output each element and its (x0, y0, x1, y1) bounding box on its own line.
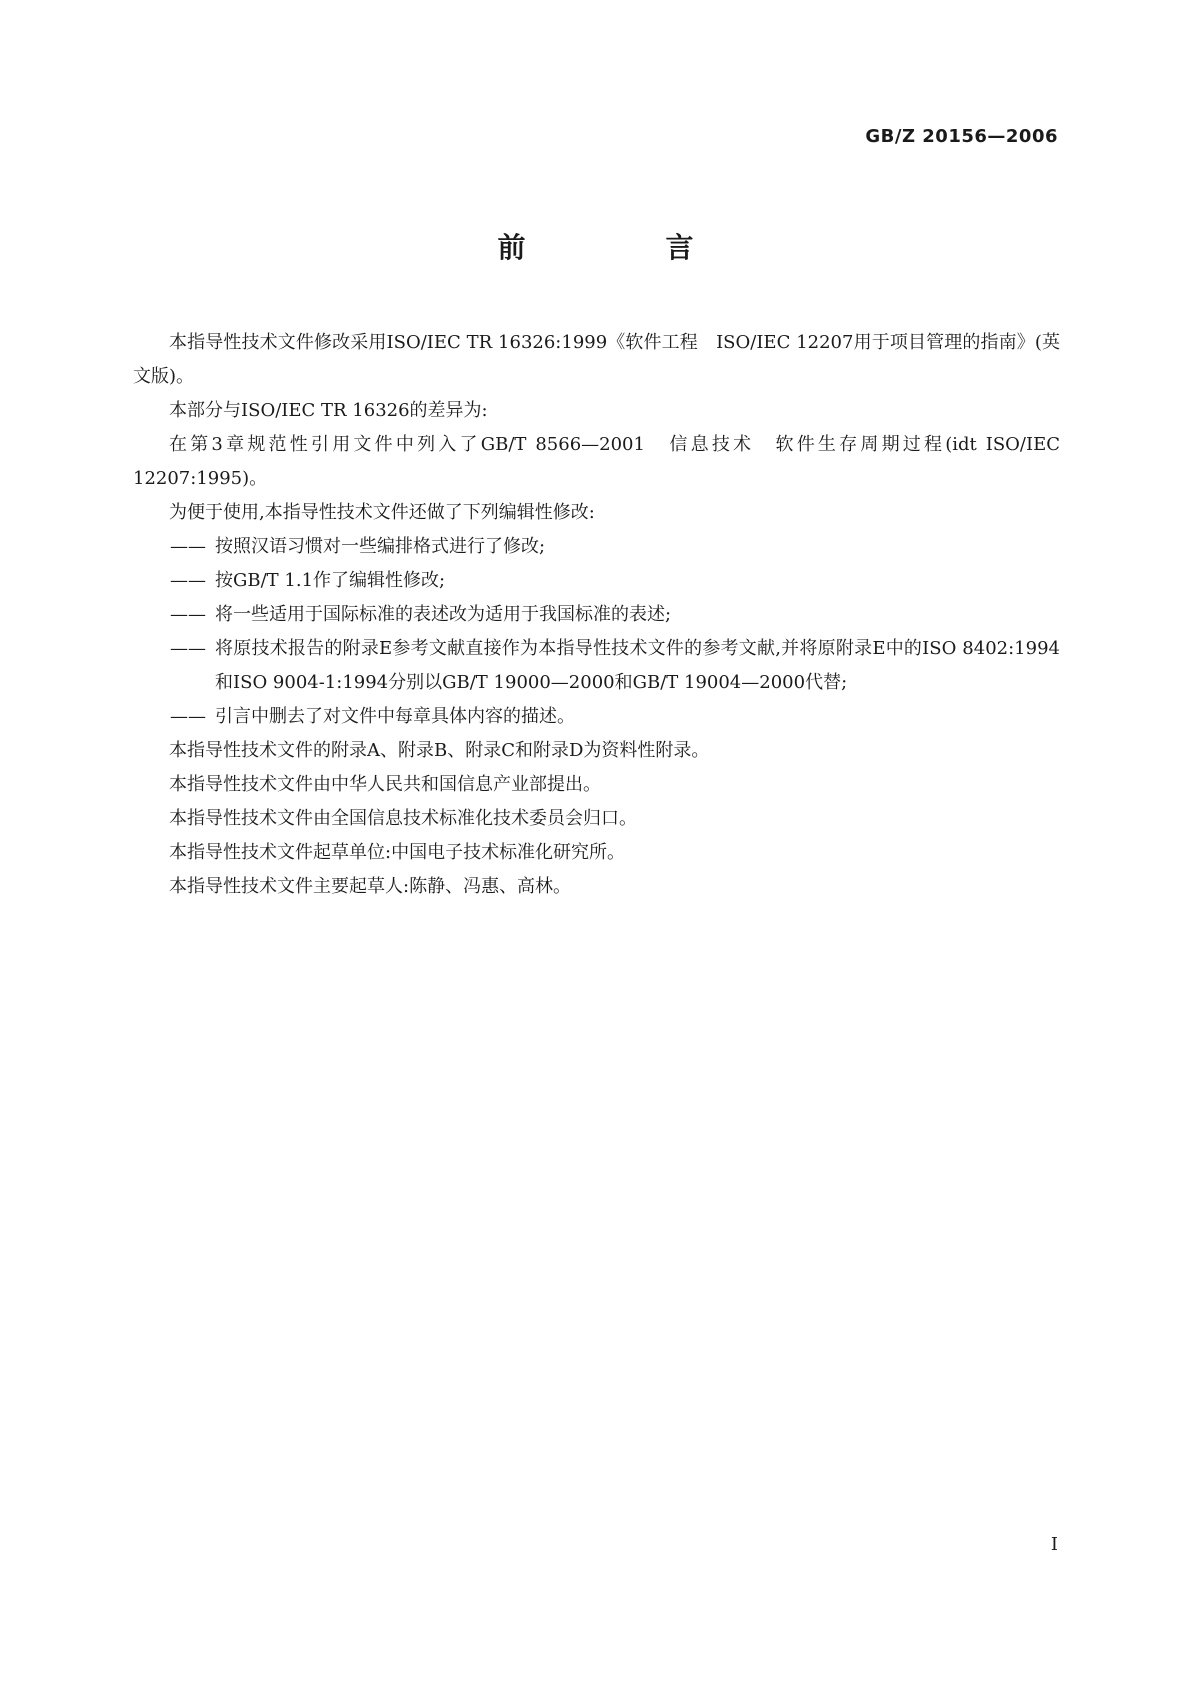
intro-paragraph: 本指导性技术文件修改采用ISO/IEC TR 16326:1999《软件工程 ISO/IEC 12207用于项目管理的指南》(英文版)。 (133, 332, 1060, 387)
page-number: I (1050, 1534, 1058, 1555)
intro-paragraph: 本部分与ISO/IEC TR 16326的差异为: (169, 400, 488, 421)
list-item (133, 700, 1060, 734)
list-item (133, 564, 1060, 598)
standard-number: GB/Z 20156—2006 (865, 126, 1058, 147)
list-item-text: 将原技术报告的附录E参考文献直接作为本指导性技术文件的参考文献,并将原附录E中的ISO 8402:1994和ISO 9004-1:1994分别以GB/T 19000—2000和GB/T 19004—2000代替; (215, 638, 1060, 693)
list-item (133, 598, 1060, 632)
list-item-text: 引言中删去了对文件中每章具体内容的描述。 (215, 706, 575, 727)
list-dash: —— (170, 638, 206, 659)
list-dash: —— (170, 536, 206, 557)
closing-paragraph: 本指导性技术文件由全国信息技术标准化技术委员会归口。 (169, 808, 637, 829)
list-dash: —— (170, 706, 206, 727)
list-item (133, 530, 1060, 564)
intro-paragraph: 在第3章规范性引用文件中列入了GB/T 8566—2001 信息技术 软件生存周期过程(idt ISO/IEC 12207:1995)。 (133, 434, 1060, 489)
list-item (133, 632, 1060, 700)
list-dash: —— (170, 604, 206, 625)
closing-paragraph: 本指导性技术文件起草单位:中国电子技术标准化研究所。 (169, 842, 626, 863)
list-item-text: 将一些适用于国际标准的表述改为适用于我国标准的表述; (215, 604, 672, 625)
list-item-text: 按照汉语习惯对一些编排格式进行了修改; (215, 536, 546, 557)
closing-paragraph: 本指导性技术文件主要起草人:陈静、冯惠、高林。 (169, 876, 572, 897)
list-item-text: 按GB/T 1.1作了编辑性修改; (215, 570, 446, 591)
list-dash: —— (170, 570, 206, 591)
page-title: 前 言 (497, 231, 750, 264)
closing-paragraph: 本指导性技术文件由中华人民共和国信息产业部提出。 (169, 774, 601, 795)
foreword-body (133, 326, 1060, 904)
closing-paragraph: 本指导性技术文件的附录A、附录B、附录C和附录D为资料性附录。 (169, 740, 710, 761)
intro-paragraph: 为便于使用,本指导性技术文件还做了下列编辑性修改: (169, 502, 595, 523)
